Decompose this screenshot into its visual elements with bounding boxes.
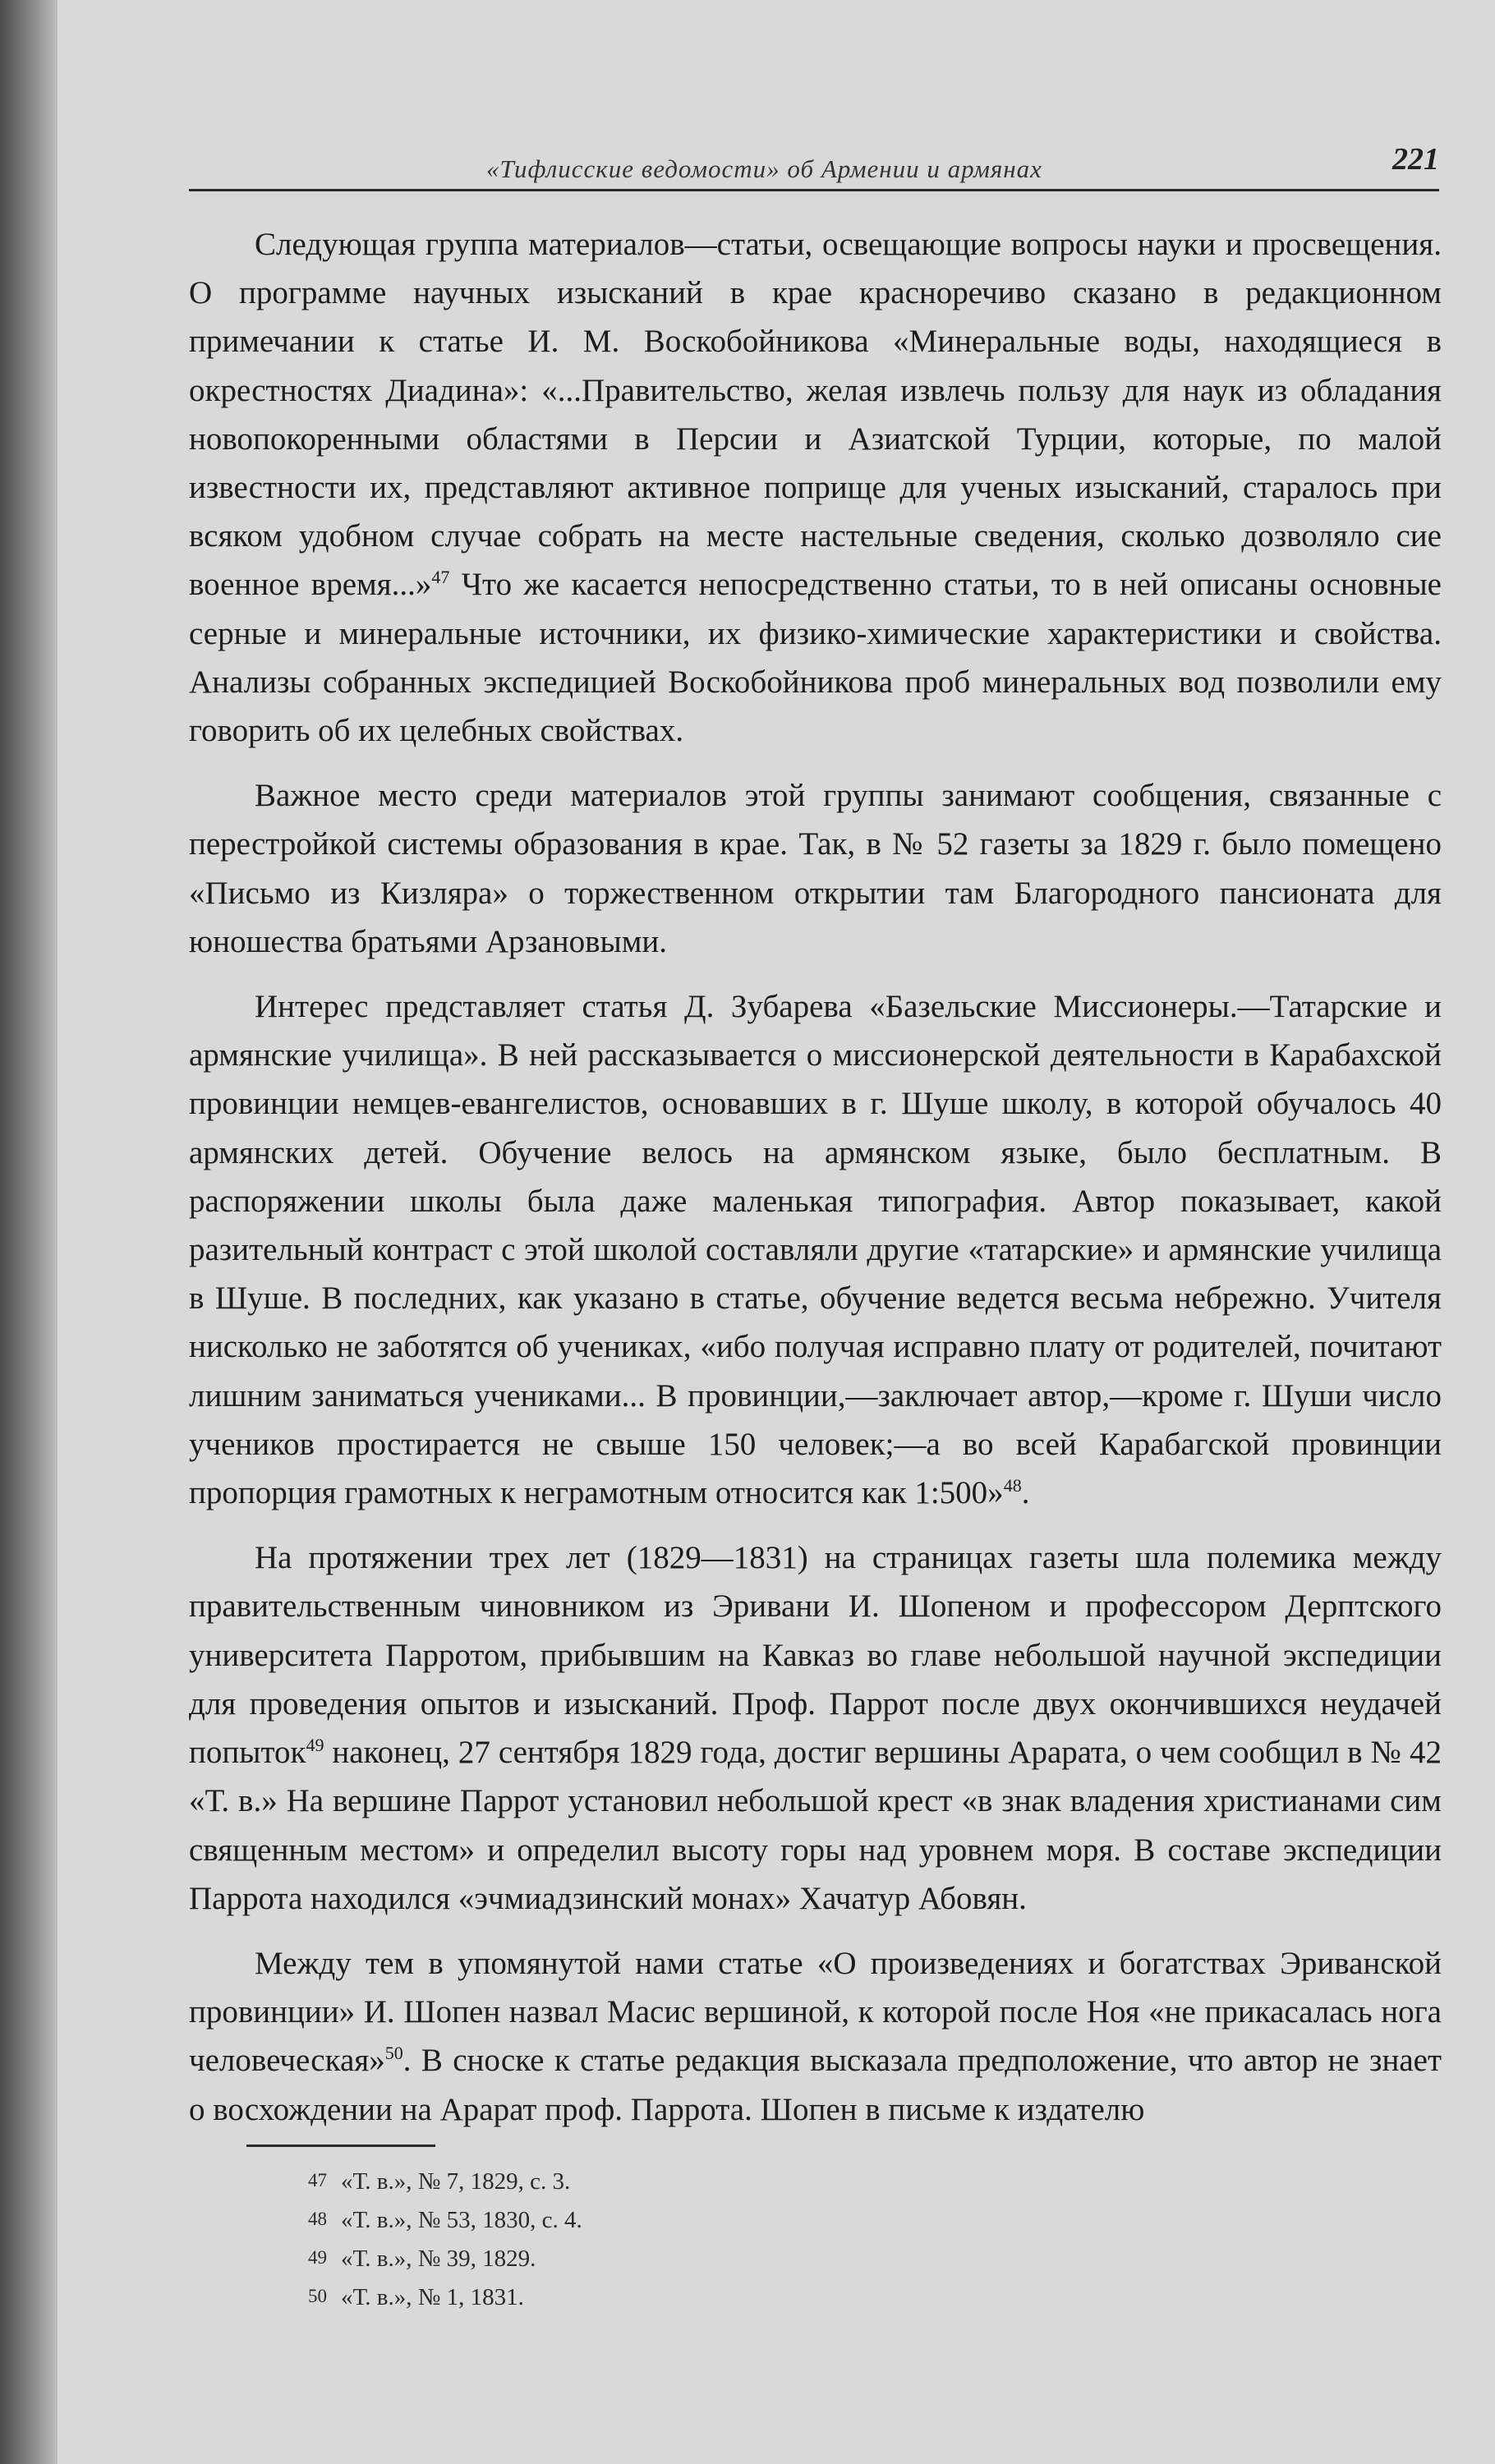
footnote-ref: 50 — [384, 2043, 403, 2064]
footnote-ref: 49 — [306, 1735, 324, 1756]
footnote — [308, 2162, 1294, 2200]
paragraph-text: Важное место среди материалов этой группы занимают сообщения, связанные с перестройкой системы образования в крае. Так, в № 52 газеты за 1829 г. было помещено «Письмо из Кизляра» о торжественном открытии там Благородного пансионата для юношества братьями Арзановыми. — [189, 778, 1442, 959]
footnote-number: 47 — [308, 2170, 327, 2190]
footnote-text: «Т. в.», № 7, 1829, с. 3. — [341, 2168, 571, 2195]
binding-shadow — [0, 0, 58, 2464]
paragraph — [189, 1939, 1442, 2134]
paragraph — [189, 771, 1442, 966]
footnote-text: «Т. в.», № 53, 1830, с. 4. — [341, 2207, 582, 2233]
paragraph — [189, 1533, 1442, 1923]
footnote — [308, 2200, 1294, 2239]
footnote-number: 48 — [308, 2209, 327, 2229]
running-title: «Тифлисские ведомости» об Армении и армянах — [486, 154, 1042, 183]
footnote-text: «Т. в.», № 39, 1829. — [341, 2246, 536, 2272]
footnote-number: 49 — [308, 2247, 327, 2268]
page-number: 221 — [1392, 142, 1439, 177]
paragraph-text: Между тем в упомянутой нами статье «О произведениях и богатствах Эриванской провинции» И. Шопен назвал Масис вершиной, к которой после Ноя «не прикасалась нога человеческая» — [189, 1945, 1442, 2079]
paragraph-text: Следующая группа материалов—статьи, освещающие вопросы науки и просвещения. О программе научных изысканий в крае красноречиво сказано в редакционном примечании к статье И. М. Воскобойникова «Минеральные воды, находящиеся в окрестностях Диадина»: «...Правительство, желая извлечь пользу для наук из обладания новопокоренными областями в Персии и Азиатской Турции, которые, по малой известности их, представляют активное поприще для ученых изысканий, старалось при всяком удобном случае собрать на месте настельные сведения, сколько дозволяло сие военное время...» — [189, 227, 1442, 603]
footnote-divider — [246, 2145, 435, 2147]
paragraph-text: Интерес представляет статья Д. Зубарева «Базельские Миссионеры.—Татарские и армянские училища». В ней рассказывается о миссионерской деятельности в Карабахской провинции немцев-евангелистов, основавших в г. Шуше школу, в которой обучалось 40 армянских детей. Обучение велось на армянском языке, было бесплатным. В распоряжении школы была даже маленькая типография. Автор показывает, какой разительный контраст с этой школой составляли другие «татарские» и армянские училища в Шуше. В последних, как указано в статье, обучение ведется весьма небрежно. Учителя нисколько не заботятся об учениках, «ибо получая исправно плату от родителей, почитают лишним заниматься учениками... В провинции,—заключает автор,—кроме г. Шуши число учеников простирается не свыше 150 человек;—а во всей Карабагской провинции пропорция грамотных к неграмотным относится как 1:500» — [189, 989, 1442, 1511]
paragraph-text: Что же касается непосредственно статьи, то в ней описаны основные серные и минеральные источники, их физико-химические характеристики и свойства. Анализы собранных экспедицией Воскобойникова проб минеральных вод позволили ему говорить об их целебных свойствах. — [189, 567, 1442, 749]
paragraph — [189, 982, 1442, 1517]
footnote-ref: 47 — [431, 567, 450, 588]
paragraph-text: наконец, 27 сентября 1829 года, достиг вершины Арарата, о чем сообщил в № 42 «Т. в.» На вершине Паррот установил небольшой крест «в знак владения христианами сим священным местом» и определил высоту горы над уровнем моря. В составе экспедиции Паррота находился «эчмиадзинский монах» Хачатур Абовян. — [189, 1735, 1442, 1916]
footnote-number: 50 — [308, 2286, 327, 2306]
paragraph-text: На протяжении трех лет (1829—1831) на страницах газеты шла полемика между правительственным чиновником из Эривани И. Шопеном и профессором Дерптского университета Парротом, прибывшим на Кавказ во главе небольшой научной экспедиции для проведения опытов и изысканий. Проф. Паррот после двух окончившихся неудачей попыток — [189, 1540, 1442, 1771]
footnote-text: «Т. в.», № 1, 1831. — [341, 2284, 524, 2310]
paragraph — [189, 220, 1442, 755]
main-text — [189, 220, 1442, 2134]
footnote-ref: 48 — [1003, 1475, 1022, 1496]
book-page — [58, 0, 1495, 2464]
footnotes — [308, 2162, 1294, 2316]
footnote — [308, 2278, 1294, 2316]
footnote — [308, 2239, 1294, 2278]
paragraph-text: . — [1021, 1475, 1030, 1511]
paragraph-text: . В сноске к статье редакция высказала предположение, что автор не знает о восхождении на Арарат проф. Паррота. Шопен в письме к издателю — [189, 2043, 1442, 2127]
page-header — [189, 142, 1439, 191]
